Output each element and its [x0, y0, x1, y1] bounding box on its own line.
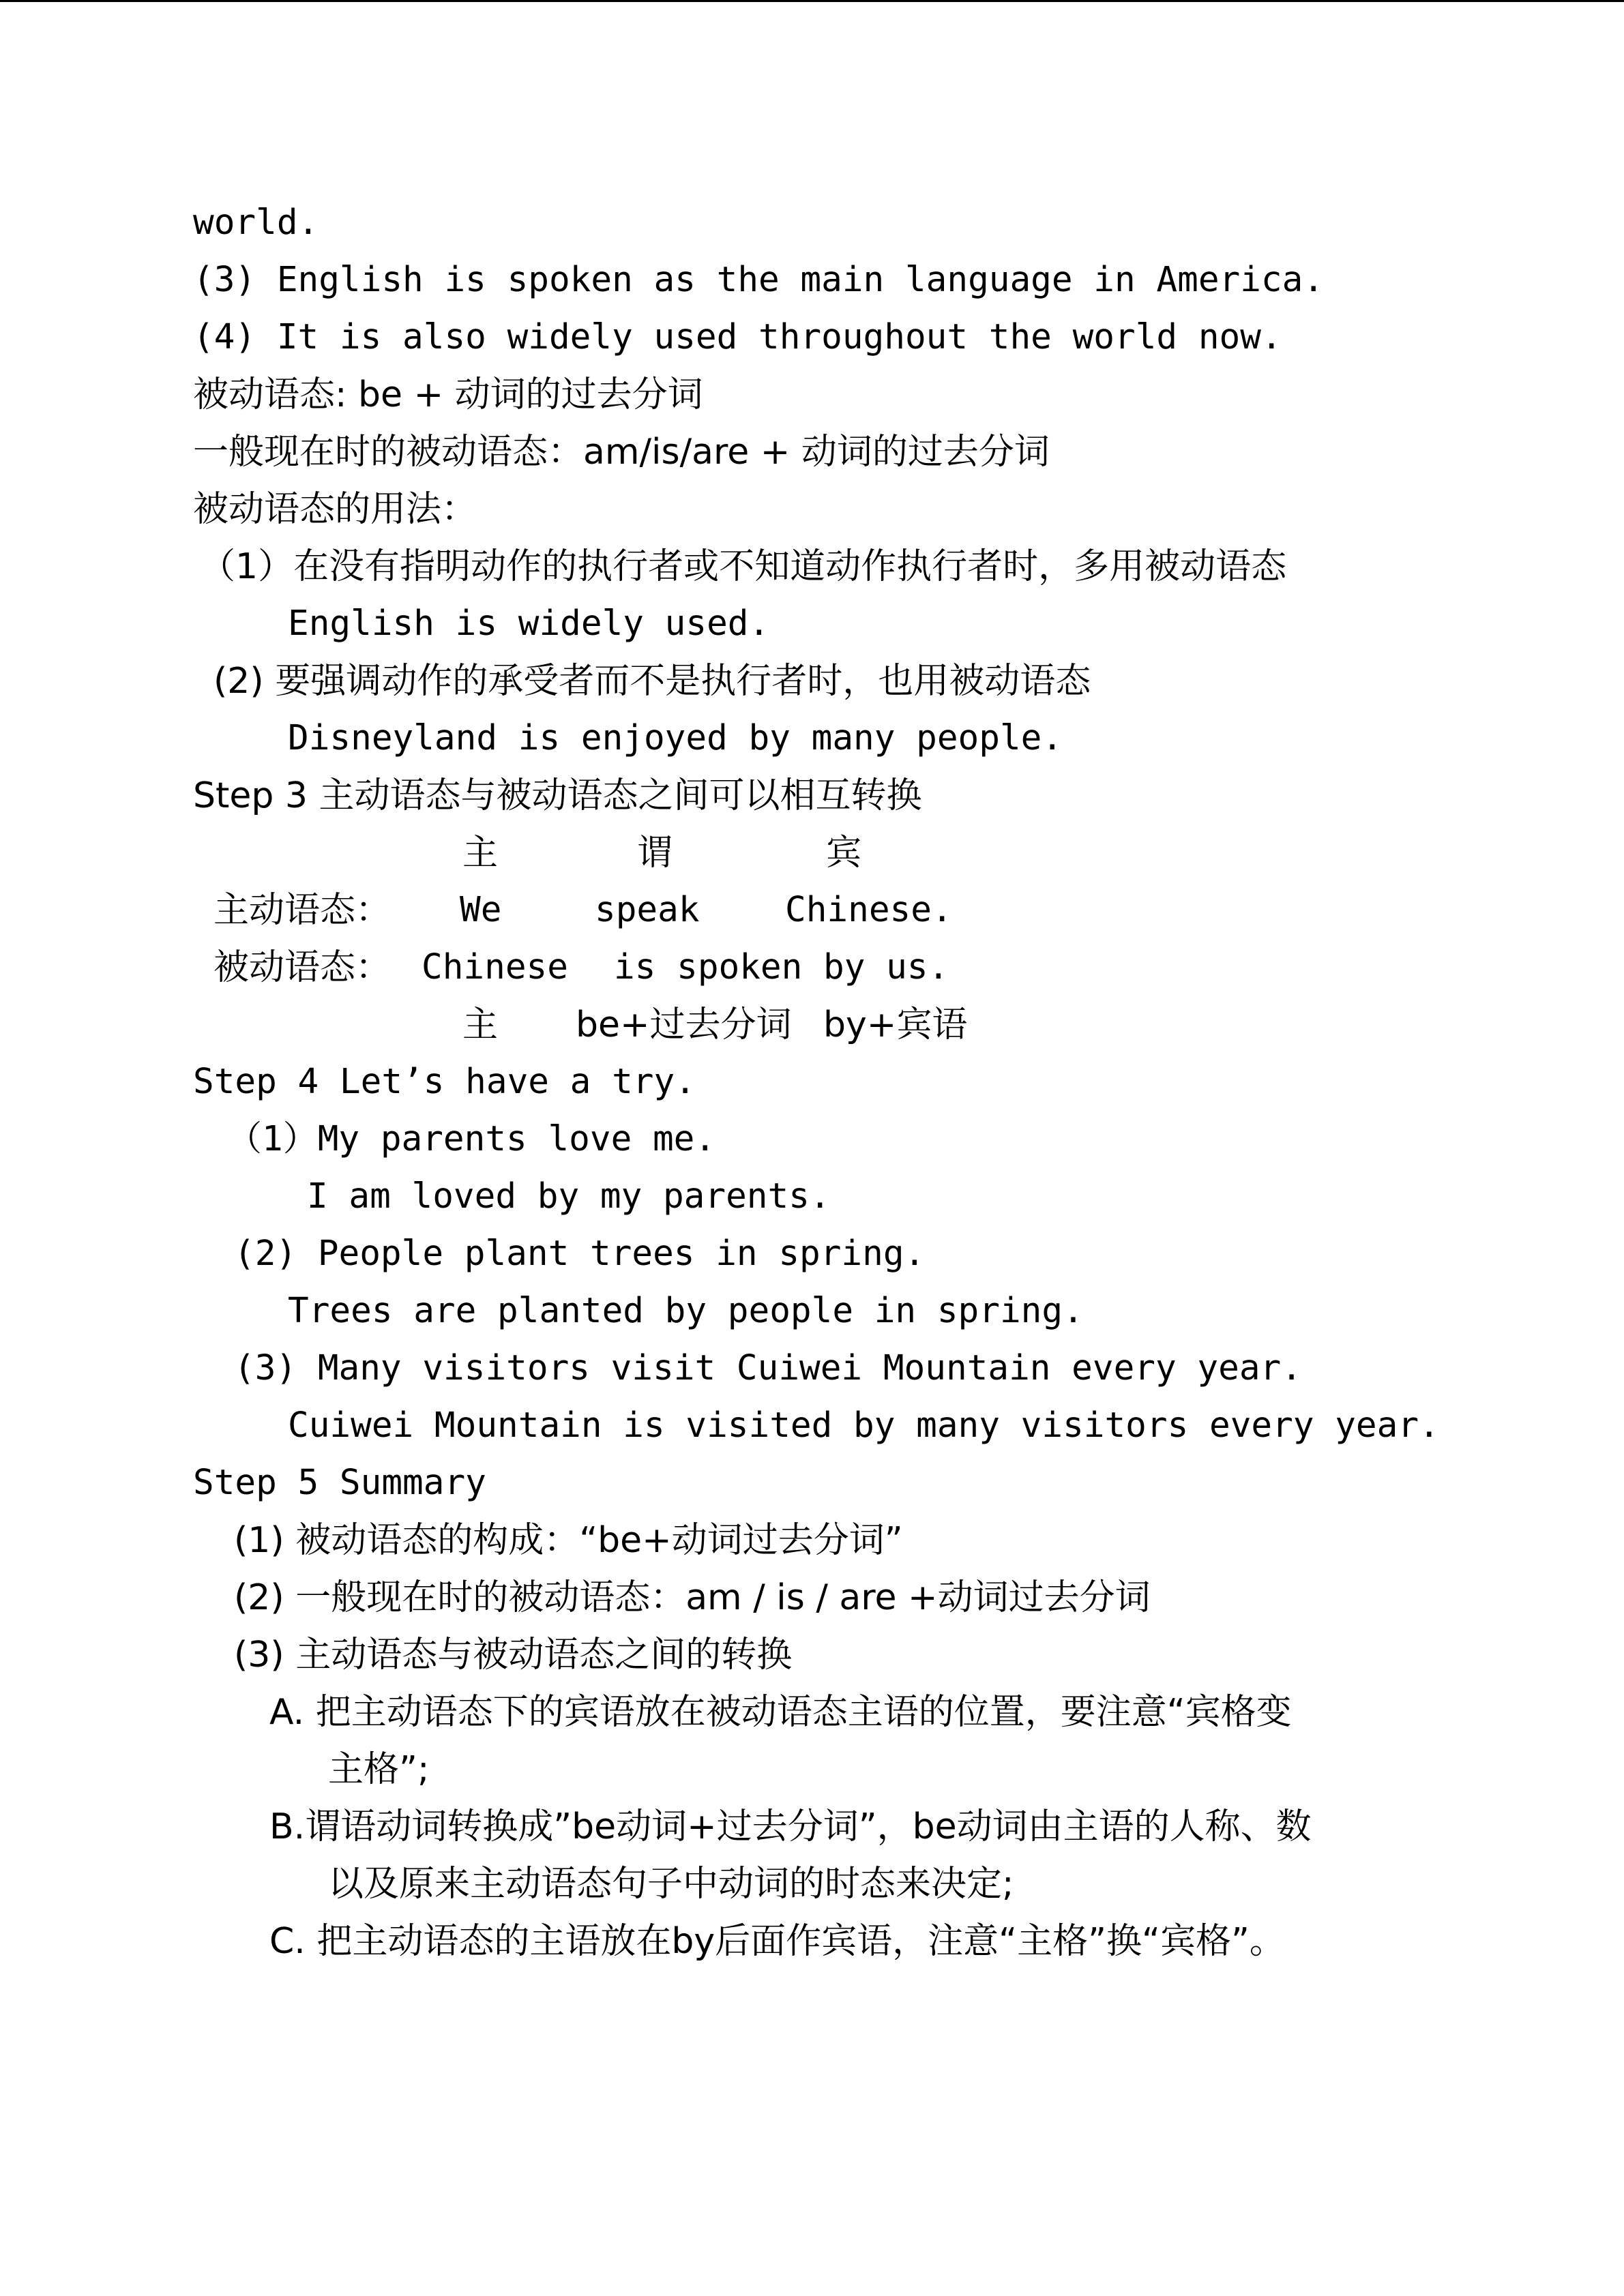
text-line: (4) It is also widely used throughout the world now.	[193, 317, 1282, 357]
exercise-answer: I am loved by my parents.	[307, 1176, 831, 1217]
passive-voice-label: 被动语态：	[213, 947, 392, 988]
text-line: 被动语态: be + 动词的过去分词	[193, 374, 703, 415]
step-heading: Step 5 Summary	[193, 1463, 486, 1503]
active-voice-label: 主动语态：	[213, 890, 392, 931]
exercise-answer: Cuiwei Mountain is visited by many visitors every year.	[288, 1405, 1440, 1446]
table-footer-object: by+宾语	[823, 1004, 968, 1045]
exercise-item: (2) People plant trees in spring.	[234, 1234, 926, 1274]
table-header-predicate: 谓	[637, 833, 673, 874]
step-heading: Step 4 Let’s have a try.	[193, 1062, 696, 1102]
summary-subitem-continued: 主格”;	[328, 1749, 430, 1790]
passive-subject: Chinese	[422, 947, 568, 987]
summary-item: (1) 被动语态的构成：“be+动词过去分词”	[234, 1520, 903, 1561]
text-line: 一般现在时的被动语态：am/is/are + 动词的过去分词	[193, 432, 1050, 473]
summary-subitem: A. 把主动语态下的宾语放在被动语态主语的位置，要注意“宾格变	[269, 1692, 1292, 1733]
summary-item: (3) 主动语态与被动语态之间的转换	[234, 1635, 793, 1675]
example-sentence: English is widely used.	[288, 603, 770, 644]
step-heading: Step 3 主动语态与被动语态之间可以相互转换	[193, 775, 922, 816]
section-heading: 被动语态的用法：	[193, 489, 477, 530]
table-header-subject: 主	[462, 833, 499, 874]
text-line: world.	[193, 203, 319, 243]
exercise-item: (3) Many visitors visit Cuiwei Mountain every year.	[234, 1348, 1302, 1388]
summary-item: (2) 一般现在时的被动语态：am / is / are +动词过去分词	[234, 1577, 1151, 1618]
summary-subitem-continued: 以及原来主动语态句子中动词的时态来决定;	[328, 1864, 1014, 1905]
exercise-item: （1）My parents love me.	[227, 1119, 716, 1159]
text-line: (2) 要强调动作的承受者而不是执行者时，也用被动语态	[213, 661, 1091, 702]
text-line: (3) English is spoken as the main language in America.	[193, 260, 1325, 300]
exercise-answer: Trees are planted by people in spring.	[288, 1291, 1084, 1331]
table-footer-predicate: be+过去分词	[576, 1004, 792, 1045]
example-sentence: Disneyland is enjoyed by many people.	[288, 718, 1063, 758]
active-object: Chinese.	[785, 890, 953, 930]
summary-subitem: C. 把主动语态的主语放在by后面作宾语，注意“主格”换“宾格”。	[269, 1921, 1285, 1962]
passive-object: by us.	[823, 947, 949, 987]
table-header-object: 宾	[826, 833, 862, 874]
text-line: （1）在没有指明动作的执行者或不知道动作执行者时，多用被动语态	[200, 546, 1287, 587]
active-subject: We	[460, 890, 502, 930]
passive-predicate: is spoken	[614, 947, 803, 987]
summary-subitem: B.谓语动词转换成”be动词+过去分词”，be动词由主语的人称、数	[269, 1806, 1312, 1847]
active-predicate: speak	[595, 890, 700, 930]
table-footer-subject: 主	[462, 1004, 499, 1045]
